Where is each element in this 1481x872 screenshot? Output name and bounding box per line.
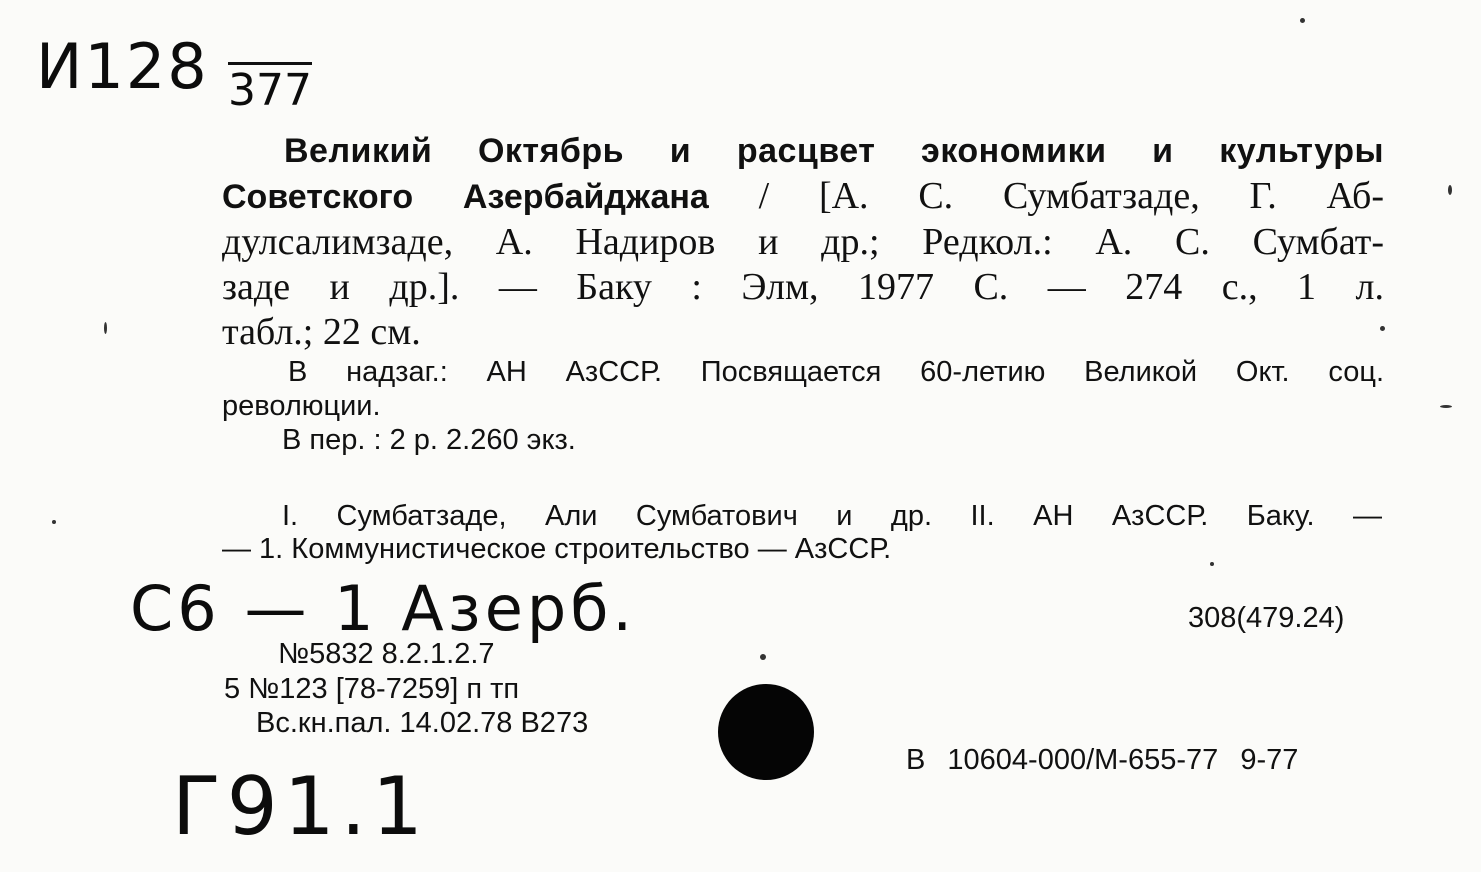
entry-title-line2: Советского Азербайджана / [А. С. Сумбатзаде, Г. Аб-: [222, 175, 1384, 217]
entry-line4: заде и др.]. — Баку : Элм, 1977 С. — 274 с., 1 л.: [222, 266, 1384, 308]
scan-speck: [1300, 18, 1305, 23]
handwritten-index-left: С6 — 1 Азерб.: [130, 572, 637, 645]
scan-speck: [1440, 405, 1452, 408]
scan-speck: [1380, 326, 1385, 331]
entry-line5: табл.; 22 см.: [222, 311, 421, 353]
tracings-line2: — 1. Коммунистическое строительство — АзССР.: [222, 533, 892, 565]
note-line2: революции.: [222, 390, 381, 422]
punch-hole: [718, 684, 814, 780]
handwritten-shelf-mark-sub: 377: [228, 62, 312, 113]
tracings-line1: I. Сумбатзаде, Али Сумбатович и др. II. АН АзССР. Баку. —: [282, 500, 1382, 532]
entry-title-line1: Великий Октябрь и расцвет экономики и культуры: [284, 132, 1384, 170]
entry-line3: дулсалимзаде, А. Надиров и др.; Редкол.: А. С. Сумбат-: [222, 221, 1384, 263]
entry-title-bold: Советского Азербайджана: [222, 178, 709, 216]
scan-speck: [760, 654, 766, 660]
scan-speck: [104, 322, 107, 334]
note-line1: В надзаг.: АН АзССР. Посвящается 60-летию Великой Окт. соц.: [288, 356, 1384, 388]
scan-speck: [1210, 562, 1214, 566]
shelf-mark-top: И128: [36, 30, 209, 103]
print-info-line1: №5832 8.2.1.2.7: [278, 638, 495, 670]
handwritten-shelf-mark: [36, 30, 209, 103]
handwritten-index-bottom: Г91.1: [172, 760, 429, 853]
classification-number: 308(479.24): [1188, 602, 1345, 634]
scan-speck: [52, 520, 56, 524]
print-info-line3: Вс.кн.пал. 14.02.78 В273: [256, 707, 589, 739]
price-line: В пер. : 2 р. 2.260 экз.: [282, 424, 576, 456]
print-info-line2: 5 №123 [78-7259] п тп: [224, 673, 520, 705]
scan-speck: [1448, 185, 1452, 195]
publisher-code: В 10604-000/М-655-77 9-77: [906, 744, 1299, 776]
